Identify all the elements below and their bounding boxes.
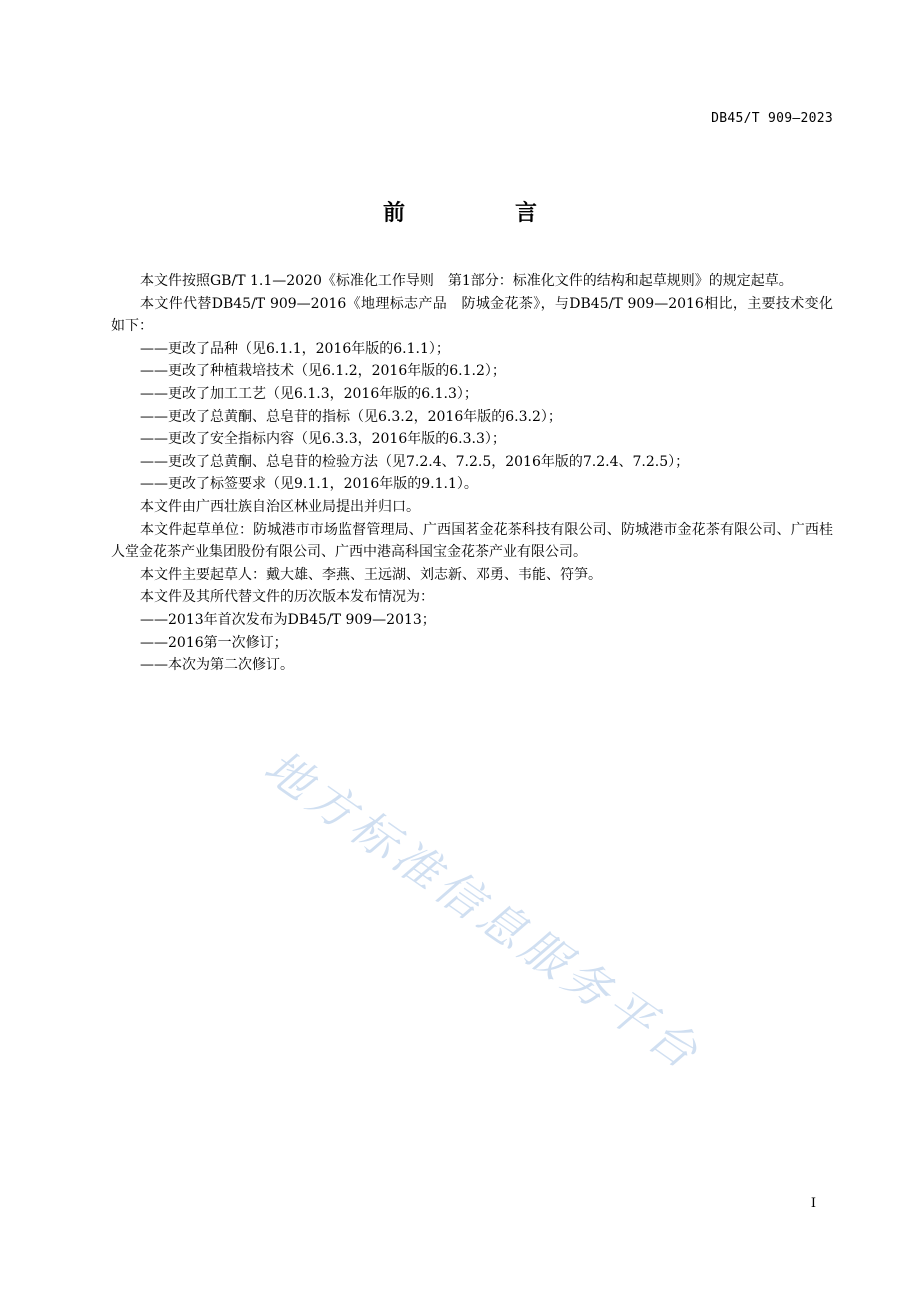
change-item-variety: ——更改了品种（见6.1.1，2016年版的6.1.1）； bbox=[140, 340, 450, 357]
page-number: I bbox=[810, 1196, 816, 1211]
paragraph-drafting-rules: 本文件按照GB/T 1.1—2020《标准化工作导则 第1部分：标准化文件的结构和起草规则》的规定起草。 bbox=[140, 273, 793, 289]
paragraph-proposer: 本文件由广西壮族自治区林业局提出并归口。 bbox=[140, 498, 420, 515]
paragraph-drafting-units: 本文件起草单位：防城港市市场监督管理局、广西国茗金花茶科技有限公司、防城港市金花茶有限公司、广西桂人堂金花茶产业集团股份有限公司、广西中港高科国宝金花茶产业有限公司。 bbox=[111, 521, 833, 561]
history-item-2016: ——2016第一次修订； bbox=[140, 634, 288, 651]
history-item-2013: ——2013年首次发布为DB45/T 909—2013； bbox=[140, 611, 436, 628]
change-item-indicators: ——更改了总黄酮、总皂苷的指标（见6.3.2，2016年版的6.3.2）； bbox=[140, 408, 562, 425]
history-item-current: ——本次为第二次修订。 bbox=[140, 657, 294, 674]
paragraph-drafters: 本文件主要起草人：戴大雄、李燕、王远湖、刘志新、邓勇、韦能、符笋。 bbox=[140, 566, 602, 583]
foreword-body bbox=[111, 270, 833, 677]
change-item-safety: ——更改了安全指标内容（见6.3.3，2016年版的6.3.3）； bbox=[140, 431, 506, 448]
paragraph-replacement: 本文件代替DB45/T 909—2016《地理标志产品 防城金花茶》，与DB45/T 909—2016相比，主要技术变化如下： bbox=[111, 295, 833, 335]
change-item-labeling: ——更改了标签要求（见9.1.1，2016年版的9.1.1）。 bbox=[140, 476, 478, 493]
page-title: 前 言 bbox=[382, 201, 581, 226]
change-item-test-methods: ——更改了总黄酮、总皂苷的检验方法（见7.2.4、7.2.5，2016年版的7.2.4、7.2.5）； bbox=[140, 453, 690, 470]
watermark: 地方标准信息服务平台 bbox=[254, 739, 712, 1082]
change-item-processing: ——更改了加工工艺（见6.1.3，2016年版的6.1.3）； bbox=[140, 385, 478, 402]
standard-code: DB45/T 909—2023 bbox=[711, 111, 833, 126]
change-item-cultivation: ——更改了种植栽培技术（见6.1.2，2016年版的6.1.2）； bbox=[140, 363, 506, 380]
paragraph-version-history: 本文件及其所代替文件的历次版本发布情况为： bbox=[140, 589, 434, 606]
